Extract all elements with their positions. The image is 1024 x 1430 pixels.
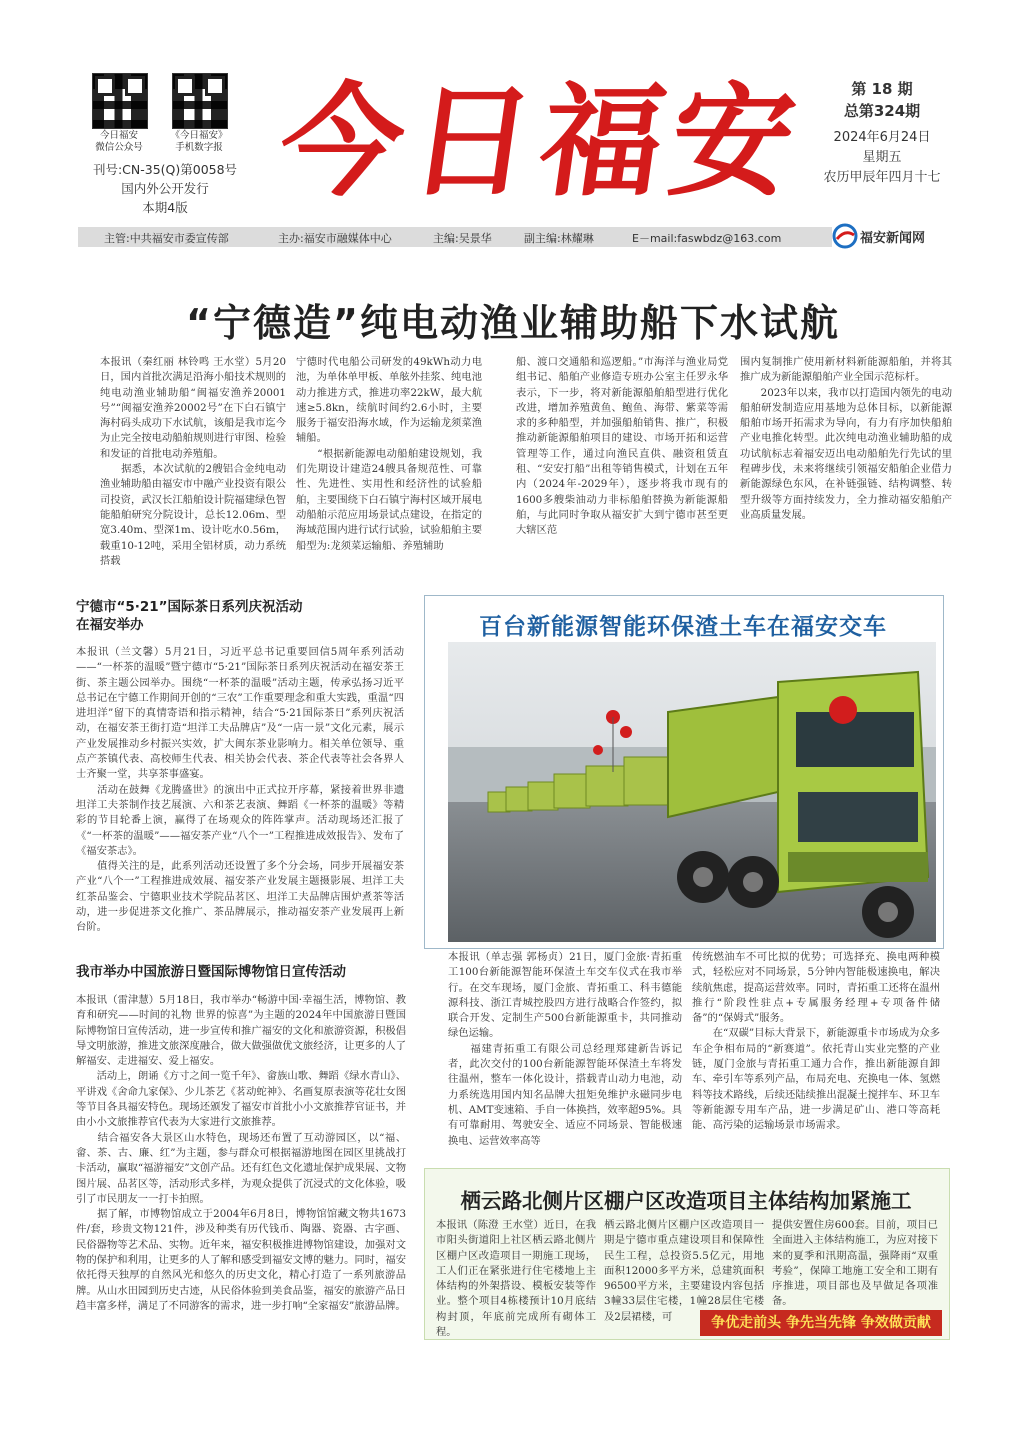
mobile-edition-qr-code[interactable] [172,73,228,129]
truck-column-1: 本报讯（单志强 郭杨贞）21日，厦门金旅·青拓重工100台新能源智能环保渣土车交车仪式在我市举行。在交车现场，厦门金旅、青拓重工、科韦德能源科技、浙江青城控股四方进行战略合作签约，拟联合开发、定制生产500台新能源重卡，共同推动绿色运输。 福建青拓重工有限公司总经理郑建新告诉记者，此次交付的100台新能源智能环保渣土车将发往温州，整车一体化设计，搭载青山动力电池，动力系统选用国内知名品牌大扭矩免维护永磁同步电机、AMT变速箱、手自一体换挡，效率超95%。具有可靠耐用、驾驶安全、适应不同场景、智能极速换电、运营效率高等 [448,951,682,1147]
lead-column-3: 船、渡口交通船和巡逻船。”市海洋与渔业局党组书记、船舶产业修造专班办公室主任罗永华表示，下一步，将对新能源船舶船型进行优化改进，增加养殖黄鱼、鲍鱼、海带、紫菜等需求的多种船型，并加强船舶销售、推广，积极推动新能源船舶项目的建设、市场开拓和运营管理等工作，通过向渔民直供、融资租赁直租、“安安打船”出租等销售模式，计划在五年内（2024年-2029年），逐步将我市现有的1600多艘柴油动力非标船舶替换为新能源船舶，与此同时争取从福安扩大到宁德市甚至更大辖区范 [516,356,728,537]
news-site-logo[interactable] [832,220,962,252]
editor: 主编:吴景华 [433,232,492,245]
issue-info [822,78,942,188]
lunar-date: 农历甲辰年四月十七 [823,170,941,185]
lead-headline: “宁德造”纯电动渔业辅助船下水试航 [186,301,840,345]
issue-date: 2024年6月24日 [833,130,931,145]
qr2-label: 《今日福安》 手机数字报 [170,130,228,153]
news-site-name: 福安新闻网 [860,231,926,246]
newspaper-title: 今日福安 [271,69,812,213]
news-site-logo-icon [832,223,858,249]
shanty-column-3: 提供安置住房600套。目前，项目已全面进入主体结构施工，为应对接下来的夏季和汛期高温，强降雨“双重考验”，保障工地施工安全和工期有序推进，项目部也及早做足各项准备。 [772,1219,938,1308]
newspaper-title-logo [262,66,814,216]
lead-column-2: 宁德时代电船公司研发的49kWh动力电池，为单体单甲板、单舷外挂浆、纯电池动力推进方式，推进功率22kW，最大航速≥5.8kn，续航时间约2.6小时，主要服务于福安沿海水域，作为运输龙须菜渔辅船。 “根据新能源电动船舶建设规划，我们先期设计建造24艘具备规范性、可靠性、先进性、实用性和经济性的试验船舶，主要围绕下白石镇宁海村区域开展电动船舶示范应用场景试点建设，在指定的海域范围内进行试行试验，试验船舶主要船型为:龙须菜运输船、养殖辅助 [296,356,482,552]
publication-number: 刊号:CN-35(Q)第0058号 [92,162,238,177]
truck-headline: 百台新能源智能环保渣土车在福安交车 [479,614,887,640]
tea-headline-line-1: 宁德市“5·21”国际茶日系列庆祝活动 [76,599,303,615]
tea-headline-line-2: 在福安举办 [76,617,144,633]
truck-photo[interactable] [448,642,936,942]
lead-column-1: 本报讯（秦红丽 林铃鸣 王水堂）5月20日，国内首批次满足沿海小船技术规则的纯电动渔业辅助船“闽福安渔养20001号”“闽福安渔养20002号”在下白石镇宁海村码头成功下水试航，该船是我市迄今为止完全按电动船舶规则进行审图、检验和发证的首批电动养殖船。 据悉，本次试航的2艘铝合金纯电动渔业辅助船由福安市中融产业投资有限公司投资，武汉长江船舶设计院福建绿色智能船舶研究分院设计，总长12.06m、型宽3.40m、型深1m、设计吃水0.56m，载重10-12吨，采用全铝材质，动力系统搭载 [100,356,286,567]
sponsor: 主管:中共福安市委宣传部 [104,232,229,245]
tourism-headline: 我市举办中国旅游日暨国际博物馆日宣传活动 [76,964,346,980]
wechat-qr-code[interactable] [92,73,148,129]
shanty-column-2: 栖云路北侧片区棚户区改造项目一期是宁德市重点建设项目和保障性民生工程，总投资5.5亿元，用地面积12000多平方米，总建筑面积96500平方米，主要建设内容包括3幢33层住宅楼，1幢28层住宅楼及2层裙楼，可 [604,1219,764,1323]
publication-info [80,160,250,217]
issue-weekday: 星期五 [862,150,902,165]
lead-column-4: 围内复制推广使用新材料新能源船舶，并将其推广成为新能源船舶产业全国示范标杆。 2023年以来，我市以打造国内领先的电动船舶研发制造应用基地为总体目标，以新能源船舶市场开拓需求为导向，有力有序加快船舶产业电推化转型。此次纯电动渔业辅助船的成功试航标志着福安迈出电动船舶先行先试的里程碑步伐，未来将继续引领福安船舶企业借力新能源绿色东风，在补链强链、结构调整、转型升级等方面持续发力，全力推动福安船舶产业高质量发展。 [740,356,952,521]
organizer: 主办:福安市融媒体中心 [278,232,392,245]
total-issue: 总第324期 [843,102,921,120]
deputy-editor: 副主编:林耀琳 [524,232,594,245]
email[interactable]: E－mail:faswbdz@163.com [632,232,782,245]
info-bar [78,227,948,247]
edition-pages: 本期4版 [142,200,188,215]
issue-number: 第 18 期 [851,80,913,98]
tourism-article-text: 本报讯（雷津慧）5月18日，我市举办“畅游中国·幸福生活，博物馆、教育和研究——时间的礼物 世界的惊喜”为主题的2024年中国旅游日暨国际博物馆日宣传活动，进一步宣传和推广福安的文化和旅游资源，积极倡导文明旅游，推进文旅深度融合，做大做强做优文旅经济，让更多的人了解福安、走进福安、爱上福安。 活动上，朗诵《方寸之间一览千年》、畲族山歌、舞蹈《绿水青山》、平讲戏《舍命九家保》、少儿茶艺《茗动蛇神》、名画复原表演等花壮女图等节目各具福安特色。现场还颁发了福安市首批小小文旅推荐官证书，并由小小文旅推荐官代表为大家进行文旅推荐。 结合福安各大景区山水特色，现场还布置了互动游园区，以“福、畲、茶、古、廉、红”为主题，参与群众可根据福游地图在园区里挑战打卡活动，赢取“福游福安”文创产品。还有红色文化遗址保护成果展、文物图片展、品茗区等，活动形式多样，为观众提供了沉浸式的文化体验，吸引了市民朋友一一打卡拍照。 据了解，市博物馆成立于2004年6月8日，博物馆馆藏文物共1673件/套，珍贵文物121件，涉及种类有历代钱币、陶器、瓷器、古字画、民俗器物等艺术品、实物。近年来，福安积极推进博物馆建设，加强对文物的保护和利用，让更多的人了解和感受到福安文博的魅力。同时，福安依托得天独厚的自然风光和悠久的历史文化，精心打造了一系列旅游品牌。从山水田园到历史古迹，从民俗体验到美食品鉴，福安的旅游产品日趋丰富多样，满足了不同游客的需求，进一步打响“全家福安”旅游品牌。 [76,994,406,1312]
shanty-column-1: 本报讯（陈澄 王水堂）近日，在我市阳头街道阳上社区栖云路北侧片区棚户区改造项目一期施工现场，工人们正在紧张进行住宅楼地上主体结构的外架搭设、模板安装等作业。整个项目4栋楼预计10月底结构封顶，年底前完成所有砌体工程。 [436,1219,596,1338]
tea-article-text: 本报讯（兰文馨）5月21日，习近平总书记重要回信5周年系列活动——“一杯茶的温暖”暨宁德市“5·21”国际茶日系列庆祝活动在福安茶王街、茶主题公园举办。围绕“一杯茶的温暖”活动主题，传承弘扬习近平总书记在宁德工作期间开创的“三农”工作重要理念和重大实践，重温“四进坦洋”留下的真情寄语和指示精神，结合“5·21国际茶日”系列庆祝活动，在福安茶王街打造“坦洋工夫品牌店”及“一店一景”文化元素，展示产业发展推动乡村振兴实效，扩大闽东茶业影响力。相关单位领导、重点产茶镇代表、高校师生代表、相关协会代表、茶企代表等社会各界人士齐聚一堂，共享茶事盛宴。 活动在鼓舞《龙腾盛世》的演出中正式拉开序幕，紧接着世界非遗坦洋工夫茶制作技艺展演、六和茶艺表演、舞蹈《一杯茶的温暖》等精彩的节目轮番上演，赢得了在场观众的阵阵掌声。活动现场还汇报了《“一杯茶的温暖”——福安茶产业“八个一”工程推进成效报告》、发布了《福安茶志》。 值得关注的是，此系列活动还设置了多个分会场，同步开展福安茶产业“八个一”工程推进成效展、福安茶产业发展主题摄影展、坦洋工夫红茶品鉴会、宁德职业技术学院品茗区、坦洋工夫品牌店围炉煮茶等活动，进一步促进茶文化推广、茶品牌展示，推动福安茶产业发展再上新台阶。 [76,646,404,934]
distribution: 国内外公开发行 [121,181,209,196]
shanty-headline: 栖云路北侧片区棚户区改造项目主体结构加紧施工 [460,1189,912,1213]
slogan-banner: 争优走前头 争先当先锋 争效做贡献 [700,1310,942,1336]
qr1-label: 今日福安 微信公众号 [95,130,143,153]
truck-column-2: 传统燃油车不可比拟的优势；可选择充、换电两种模式，轻松应对不同场景，5分钟内智能极速换电，解决续航焦虑，提高运营效率。同时，青拓重工还将在温州推行“阶段性驻点+专属服务经理+专项备件储备”的“保姆式”服务。 在“双碳”目标大背景下，新能源重卡市场成为众多车企争相布局的“新赛道”。依托青山实业完整的产业链，厦门金旅与青拓重工通力合作，推出新能源自卸车、牵引车等系列产品，布局充电、充换电一体、氢燃料等技术路线，后续还陆续推出混凝土搅拌车、环卫车等新能源专用车产品，进一步满足矿山、港口等高耗能、高污染的运输场景市场需求。 [692,951,940,1132]
title-calligraphy [262,66,814,216]
truck-photo-illustration [448,642,936,942]
tea-headline [76,598,406,634]
